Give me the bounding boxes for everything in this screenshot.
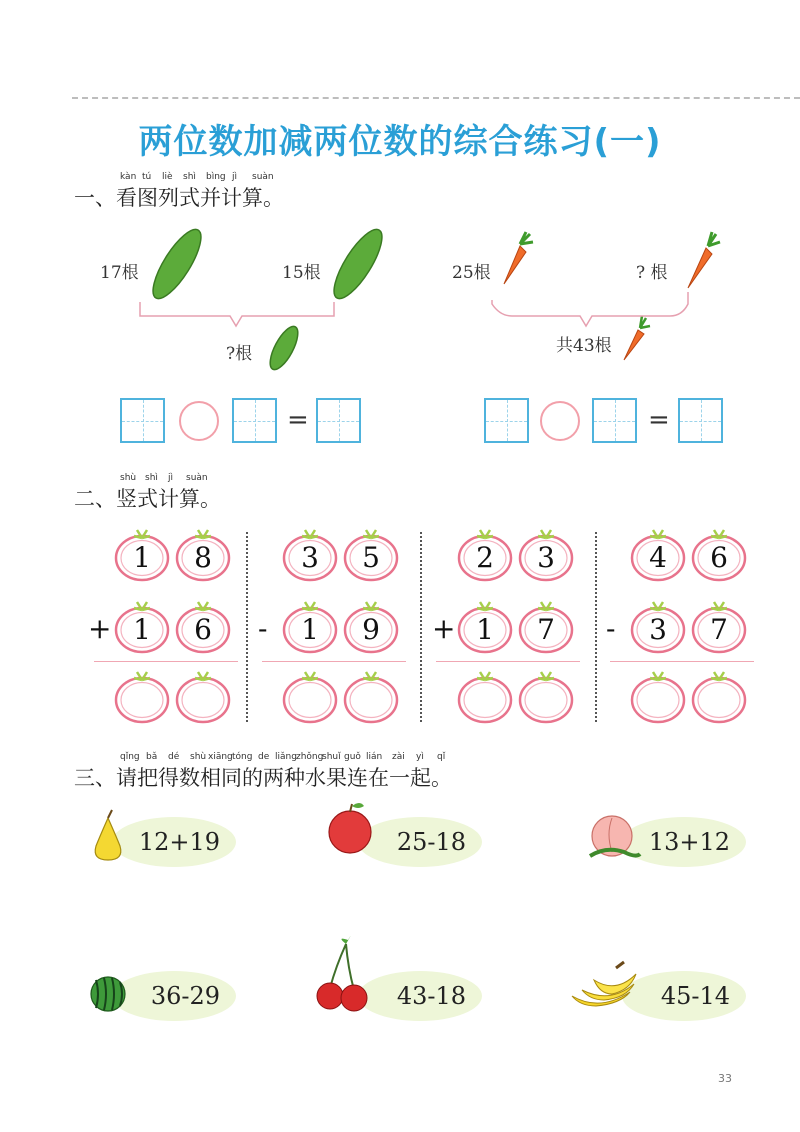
calc3-bottom-tens: 1 (476, 613, 494, 646)
section-2-heading: 二、竖式计算。 (74, 487, 221, 511)
calc1-bottom-tens: 1 (133, 613, 151, 646)
calc4-top-tens: 4 (649, 541, 667, 574)
pinyin-s3-7: de (258, 752, 270, 762)
pinyin-5: bìng (206, 172, 226, 182)
pinyin-s3-8: liǎng (275, 752, 297, 762)
expr-apple[interactable]: 25-18 (396, 828, 466, 856)
calc1-bottom-ones: 6 (194, 613, 212, 646)
label-unknown-a: ?根 (226, 344, 253, 364)
calc1-operator: + (88, 612, 112, 645)
label-15: 15根 (282, 263, 321, 283)
pinyin-s2-2: shì (145, 473, 158, 483)
section-1-heading: 一、看图列式并计算。 (74, 186, 284, 210)
pinyin-7: suàn (252, 172, 274, 182)
label-total-43: 共43根 (556, 336, 612, 356)
pinyin-s3-13: zài (392, 752, 405, 762)
pinyin-s3-4: shù (190, 752, 207, 762)
pinyin-s3-3: dé (168, 752, 180, 762)
section-3-heading: 三、请把得数相同的两种水果连在一起。 (74, 766, 452, 790)
pinyin-s3-2: bǎ (146, 752, 158, 762)
label-17: 17根 (100, 263, 139, 283)
label-unknown-b: ? 根 (636, 263, 668, 283)
calc4-bottom-tens: 3 (649, 613, 667, 646)
calc4-operator: - (606, 612, 616, 645)
pinyin-s3-6: tóng (232, 752, 253, 762)
expr-banana[interactable]: 45-14 (660, 982, 730, 1010)
calc2-operator: - (258, 612, 268, 645)
calc3-top-ones: 3 (537, 541, 555, 574)
calc3-bottom-ones: 7 (537, 613, 555, 646)
calc4-bottom-ones: 7 (710, 613, 728, 646)
label-25: 25根 (452, 263, 491, 283)
expr-peach[interactable]: 13+12 (648, 828, 730, 856)
equals-sign-a: = (287, 405, 309, 435)
pinyin-s3-10: shuǐ (322, 752, 341, 762)
pinyin-s3-5: xiāng (208, 752, 233, 762)
pinyin-s3-9: zhǒng (296, 752, 324, 762)
pinyin-s2-1: shù (120, 473, 137, 483)
expr-pear[interactable]: 12+19 (138, 828, 220, 856)
pinyin-s3-1: qǐng (120, 752, 140, 762)
calc1-top-tens: 1 (133, 541, 151, 574)
pinyin-s3-11: guǒ (344, 752, 361, 762)
calc2-bottom-tens: 1 (301, 613, 319, 646)
pinyin-s2-4: suàn (186, 473, 208, 483)
pinyin-4: shì (183, 172, 196, 182)
calc1-top-ones: 8 (194, 541, 212, 574)
calc3-operator: + (432, 612, 456, 645)
pinyin-2: tú (142, 172, 152, 182)
expr-cherries[interactable]: 43-18 (396, 982, 466, 1010)
pinyin-3: liè (162, 172, 173, 182)
pinyin-s2-3: jì (168, 473, 174, 483)
expr-watermelon[interactable]: 36-29 (150, 982, 220, 1010)
pinyin-6: jì (232, 172, 238, 182)
calc2-top-ones: 5 (362, 541, 380, 574)
pinyin-s3-12: lián (366, 752, 383, 762)
calc2-bottom-ones: 9 (362, 613, 380, 646)
calc3-top-tens: 2 (476, 541, 494, 574)
calc4-top-ones: 6 (710, 541, 728, 574)
page-title: 两位数加减两位数的综合练习(一) (138, 122, 662, 162)
pinyin-s3-15: qǐ (437, 752, 446, 762)
pinyin-1: kàn (120, 172, 137, 182)
page-number: 33 (718, 1072, 732, 1085)
calc2-top-tens: 3 (301, 541, 319, 574)
pinyin-s3-14: yì (416, 752, 424, 762)
equals-sign-b: = (648, 405, 670, 435)
